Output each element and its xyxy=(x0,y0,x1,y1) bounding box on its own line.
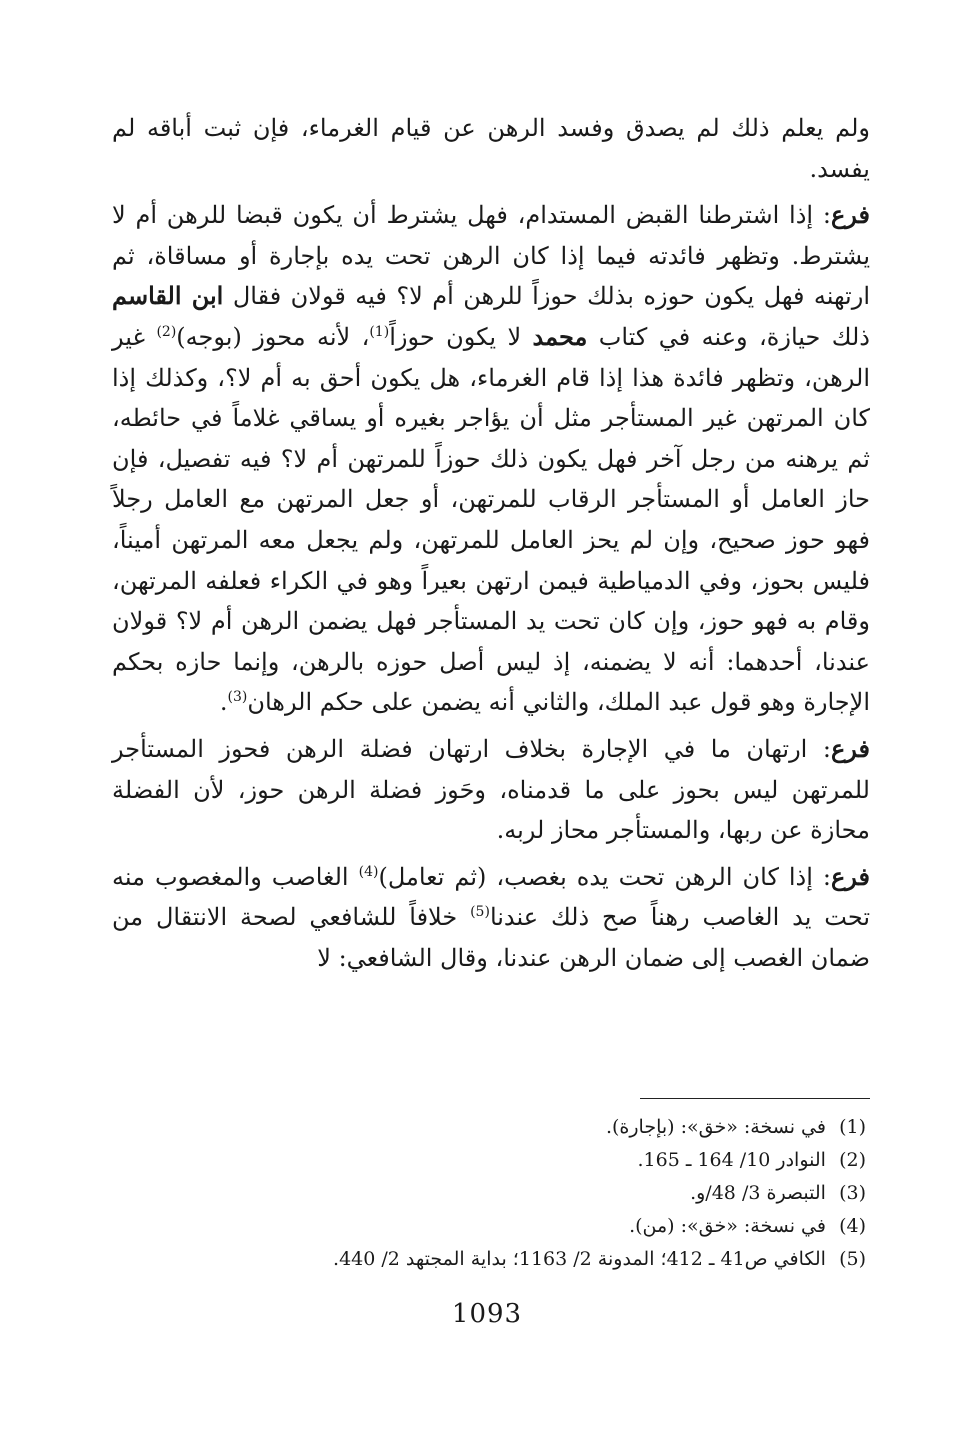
paragraph-text: خلافاً للشافعي لصحة الانتقال من ضمان الغصب إلى ضمان الرهن عندنا، وقال الشافعي: لا xyxy=(112,903,870,972)
main-text xyxy=(112,108,870,978)
paragraph-text: ذلك حيازة، وعنه في كتاب xyxy=(587,322,870,351)
footnote-ref: (5) xyxy=(470,904,490,921)
footnote-number: (1) xyxy=(839,1116,866,1138)
branch-term: فرع xyxy=(830,861,871,891)
footnote-text: الكافي ص41 ـ 412؛ المدونة 2/ 1163؛ بداية المجتهد 2/ 440. xyxy=(333,1248,826,1270)
footnote-ref: (3) xyxy=(227,689,248,706)
footnote-number: (2) xyxy=(839,1149,866,1171)
person-name: محمد xyxy=(532,321,588,351)
footnote-ref: (2) xyxy=(156,323,177,340)
paragraph-text: الغاصب والمغصوب منه تحت يد الغاصب رهناً صح ذلك عندنا xyxy=(112,862,870,932)
paragraph-text: ولم يعلم ذلك لم يصدق وفسد الرهن عن قيام الغرماء، فإن ثبت أباقه لم يفسد. xyxy=(112,114,871,183)
footnote-item xyxy=(166,1177,866,1210)
footnote-item xyxy=(166,1243,866,1276)
footnote-text: النوادر 10/ 164 ـ 165. xyxy=(637,1149,826,1171)
footnote-number: (5) xyxy=(839,1248,866,1270)
branch-term: فرع xyxy=(830,733,870,763)
paragraph-1 xyxy=(112,108,870,189)
footnotes xyxy=(166,1111,866,1276)
paragraph-3 xyxy=(112,729,870,851)
paragraph-text: : إذا اشترطنا القبض المستدام، فهل يشترط أن يكون قبضا للرهن أم لا يشترط. وتظهر فائدته فيما إذا كان الرهن تحت يده بإجارة أو مساقاة، ثم ارتهنه فهل يكون حوزه بذلك حوزاً للرهن أم لا؟ فيه قولان فقال xyxy=(112,201,870,311)
footnote-divider xyxy=(640,1098,870,1099)
branch-term: فرع xyxy=(830,200,870,230)
paragraph-text: . xyxy=(219,688,228,717)
footnote-ref: (4) xyxy=(358,863,379,880)
footnote-item xyxy=(166,1111,866,1144)
footnote-item xyxy=(166,1144,866,1177)
footnote-text: في نسخة: «خق»: (بإجارة). xyxy=(605,1116,826,1138)
footnote-text: التبصرة 3/ 48/و. xyxy=(690,1182,826,1204)
footnote-ref: (1) xyxy=(369,323,390,340)
page-number: 1093 xyxy=(451,1299,523,1329)
paragraph-text: غير الرهن، وتظهر فائدة هذا إذا قام الغرماء، هل يكون أحق به أم لا؟، وكذلك إذا كان المرتهن غير المستأجر مثل أن يؤاجر بغيره أو يساقي غلاماً في حائطه، ثم يرهنه من رجل آخر فهل يكون ذلك حوزاً للمرتهن أم لا؟ فيه تفصيل، فإن حاز العامل أو المستأجر الرقاب للمرتهن، أو جعل المرتهن مع العامل رجلاً فهو حوز صحيح، وإن لم يحز العامل للمرتهن، ولم يجعل معه المرتهن أميناً، فليس بحوز، وفي الدمياطية فيمن ارتهن بعيراً وهو في الكراء فعلفه المرتهن، وقام به فهو حوز، وإن كان تحت يد المستأجر فهل يضمن الرهن أم لا؟ قولان عندنا، أحدهما: أنه لا يضمنه، إذ ليس أصل حوزه بالرهن، وإنما حازه بحكم الإجارة وهو قول عبد الملك، والثاني أنه يضمن على حكم الرهان xyxy=(112,322,871,717)
paragraph-text: : ارتهان ما في الإجارة بخلاف ارتهان فضلة الرهن فحوز المستأجر للمرتهن ليس بحوز على ما قدمناه، وحَوز فضلة الرهن حوز، لأن الفضلة محازة عن ربها، والمستأجر محاز لربه. xyxy=(112,734,870,845)
footnote-item xyxy=(166,1210,866,1243)
paragraph-text: : إذا كان الرهن تحت يده بغصب، (ثم تعامل) xyxy=(378,862,831,891)
paragraph-text: ، لأنه محوز (بوجه) xyxy=(176,322,370,351)
footnote-text: في نسخة: «خق»: (من). xyxy=(629,1215,826,1237)
paragraph-text: لا يكون حوزاً xyxy=(389,322,533,351)
paragraph-4 xyxy=(112,857,870,979)
footnote-number: (3) xyxy=(839,1182,866,1204)
person-name: ابن القاسم xyxy=(112,281,224,311)
paragraph-2 xyxy=(112,195,870,723)
footnote-number: (4) xyxy=(839,1215,866,1237)
